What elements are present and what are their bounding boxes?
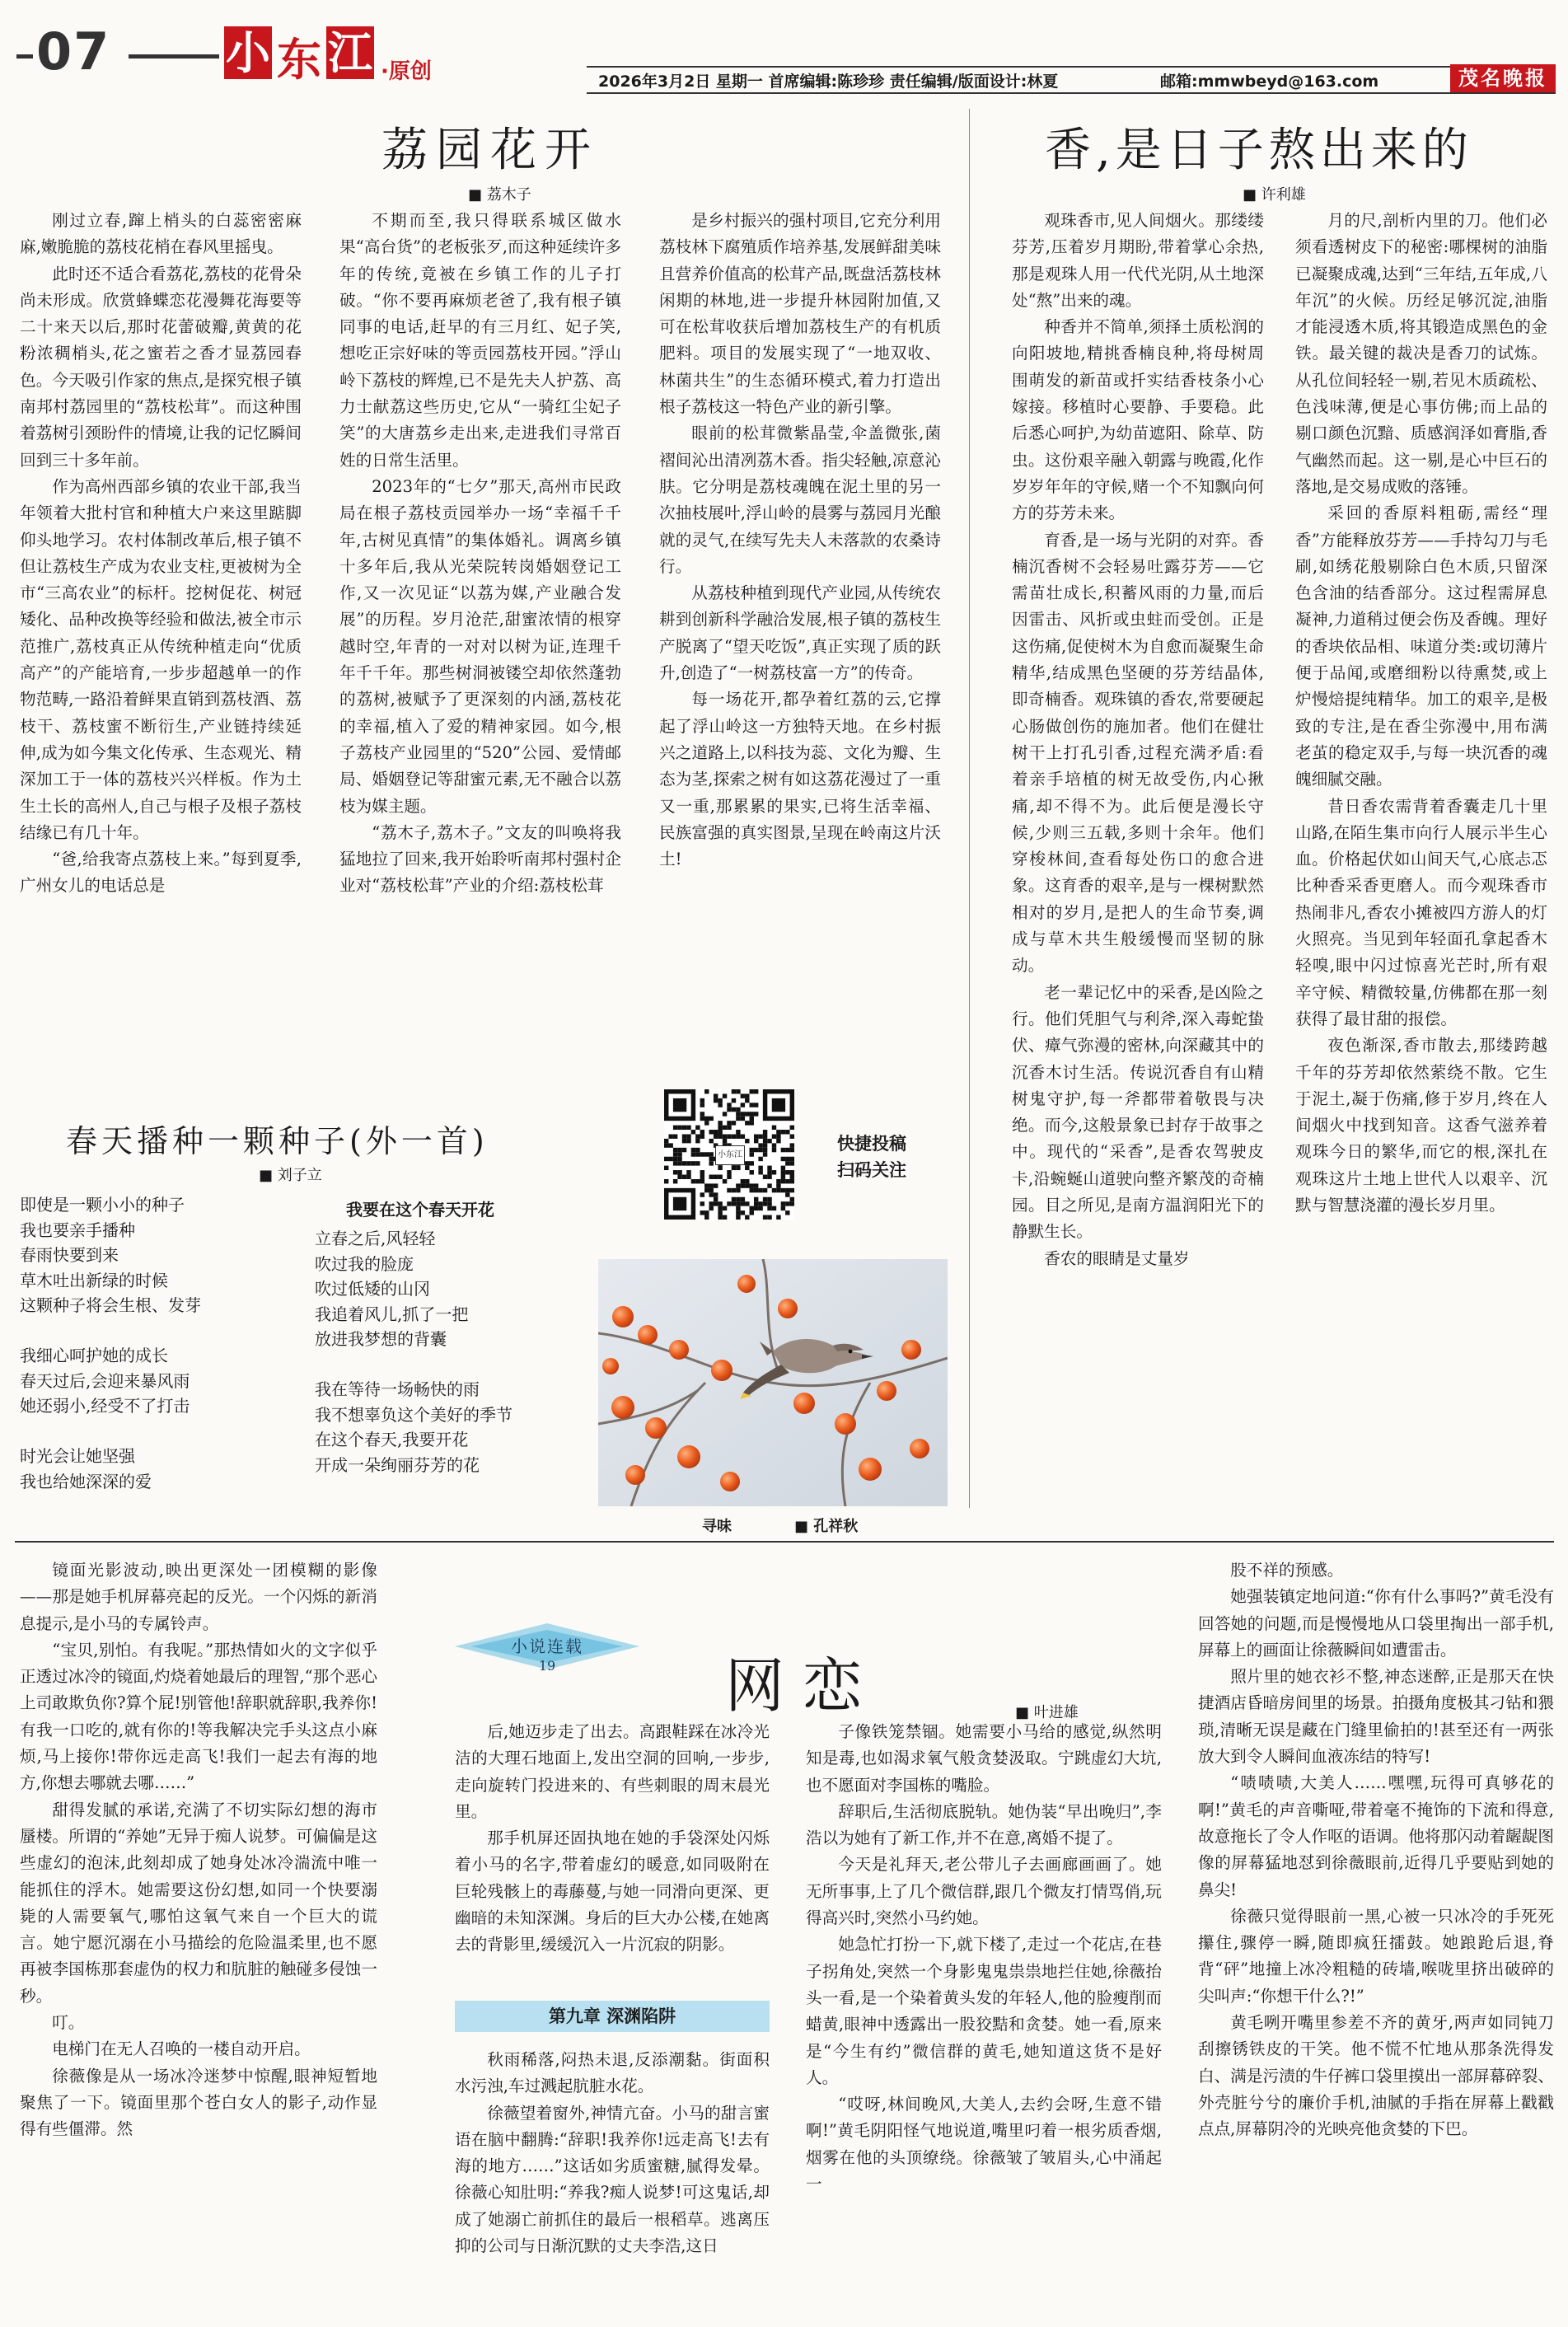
serial-column-3 — [806, 1719, 1162, 2315]
paragraph: 叮。 — [52, 2013, 85, 2033]
serial-title: 网恋 — [725, 1651, 881, 1721]
paragraph: 从荔枝种植到现代产业园,从传统农耕到创新科学融洽发展,根子镇的荔枝生产脱离了“望天吃饭”,真正实现了质的跃升,创造了“一树荔枝富一方”的传奇。 — [659, 583, 941, 683]
poem-line: 我不想辜负这个美好的季节 — [315, 1404, 513, 1425]
poem-line: 春雨快要到来 — [20, 1245, 119, 1265]
serial-column-2b — [455, 2047, 770, 2315]
poem-line: 我也给她深深的爱 — [20, 1471, 152, 1491]
paragraph: 此时还不适合看荔花,荔枝的花骨朵尚未形成。欣赏蜂蝶恋花漫舞花海要等二十来天以后,那时花蕾破瓣,黄黄的花粉浓稠梢头,花之蜜若之香才显荔园春色。今天吸引作家的焦点,是探究根子镇南邦村荔园里的“荔枝松茸”。而这种围着荔树引颈盼件的情境,让我的记忆瞬间回到三十多年前。 — [20, 264, 302, 470]
poem-line — [20, 1318, 201, 1344]
paragraph: 今天是礼拜天,老公带儿子去画廊画画了。她无所事事,上了几个微信群,跟几个微友打情骂俏,玩得高兴时,突然小马约她。 — [806, 1855, 1162, 1928]
paragraph: “哎呀,林间晚风,大美人,去约会呀,生意不错啊!”黄毛阴阳怪气地说道,嘴里叼着一根劣质香烟,烟雾在他的头顶缭绕。徐薇皱了皱眉头,心中涌起一 — [806, 2095, 1162, 2194]
paragraph: 徐薇像是从一场冰冷迷梦中惊醒,眼神短暂地聚焦了一下。镜面里那个苍白女人的影子,动作显得有些僵滞。然 — [20, 2066, 377, 2139]
paragraph: 镜面光影波动,映出更深处一团模糊的影像——那是她手机屏幕亮起的反光。一个闪烁的新消息提示,是小马的专属铃声。 — [20, 1561, 377, 1633]
poem-line — [315, 1352, 513, 1378]
serial-column-4 — [1198, 1557, 1554, 2315]
paragraph: 夜色渐深,香市散去,那缕跨越千年的芬芳却依然萦绕不散。它生于泥土,凝于伤痛,修于岁月,终在人间烟火中找到知音。这香气滋养着观珠今日的繁华,而它的根,深扎在观珠这片土地上世代人以艰辛、沉默与智慧浇灌的漫长岁月里。 — [1295, 1036, 1547, 1215]
section-char-1: 小 — [226, 26, 270, 79]
section-char-3: 江 — [328, 26, 372, 79]
paragraph: 观珠香市,见人间烟火。那缕缕芬芳,压着岁月期盼,带着掌心余热,那是观珠人用一代代光阴,从土地深处“熬”出来的魂。 — [1012, 211, 1264, 310]
section-char-2: 东 — [277, 33, 321, 86]
serial-byline: ■ 叶进雄 — [1015, 1704, 1079, 1721]
poem-byline: ■ 刘子立 — [259, 1167, 322, 1184]
article-column-2 — [339, 208, 621, 1054]
article-title: 荔园花开 — [381, 124, 599, 177]
paragraph: 辞职后,生活彻底脱轨。她伪装“早出晚归”,李浩以为她有了新工作,并不在意,离婚不提了。 — [806, 1801, 1162, 1848]
paragraph: “啧啧啧,大美人……嘿嘿,玩得可真够花的啊!”黄毛的声音嘶哑,带着毫不掩饰的下流和得意,故意拖长了令人作呕的语调。他将那闪动着龌龊图像的屏幕猛地怼到徐薇眼前,近得几乎要贴到她的鼻尖! — [1198, 1773, 1554, 1899]
poem-line: 春天过后,会迎来暴风雨 — [20, 1370, 190, 1391]
serial-column-1 — [20, 1557, 377, 2315]
page-header: 07 小 东 江 ·原创 2026年3月2日 星期一 首席编辑:陈珍珍 责任编辑/版面设计:林夏 邮箱:mmwbeyd@163.com 茂名晚报 — [0, 0, 1568, 92]
paragraph: 照片里的她衣衫不整,神态迷醉,正是那天在快捷酒店昏暗房间里的场景。拍摄角度极其刁钻和猥琐,清晰无误是藏在门缝里偷拍的!甚至还有一两张放大到令人瞬间血液冻结的特写! — [1198, 1667, 1554, 1767]
poem-line: 在这个春天,我要开花 — [315, 1430, 469, 1449]
article-byline: ■ 许利雄 — [1243, 186, 1306, 204]
serial-badge-label: 小说连载 — [511, 1636, 583, 1656]
qr-code[interactable] — [664, 1089, 794, 1220]
poem-line: 放进我梦想的背囊 — [315, 1329, 447, 1349]
chapter-heading — [455, 2001, 770, 2032]
paragraph: 电梯门在无人召唤的一楼自动开启。 — [52, 2039, 311, 2059]
article-title: 香,是日子熬出来的 — [1045, 124, 1473, 177]
section-tag: ·原创 — [381, 59, 432, 84]
poem-line: 吹过低矮的山冈 — [315, 1279, 430, 1299]
paragraph: “宝贝,别怕。有我呢。”那热情如火的文字似乎正透过冰冷的镜面,灼烧着她最后的理智,“那个恶心上司敢欺负你?算个屁!别管他!辞职就辞职,我养你!有我一口吃的,就有你的!等我解决完手头这点小麻烦,马上接你!带你远走高飞!我们一起去有海的地方,你想去哪就去哪……” — [20, 1640, 377, 1793]
paragraph: 徐薇望着窗外,神情亢奋。小马的甜言蜜语在脑中翻腾:“辞职!我养你!远走高飞!去有海的地方……”这话如劣质蜜糖,腻得发晕。徐薇心知肚明:“养我?痴人说梦!可这鬼话,却成了她溺亡前抓住的最后一根稻草。逃离压抑的公司与日渐沉默的丈夫李浩,这日 — [455, 2103, 770, 2256]
header-email: 邮箱:mmwbeyd@163.com — [1160, 73, 1379, 91]
poem-line: 草木吐出新绿的时候 — [20, 1270, 168, 1290]
bird-photo — [598, 1259, 948, 1506]
paragraph: 育香,是一场与光阴的对弈。香楠沉香树不会轻易吐露芬芳——它需苗壮成长,积蓄风雨的力量,而后因雷击、风折或虫蛀而受创。正是这伤痛,促使树木为自愈而凝聚生命精华,结成黑色坚硬的芬芳结晶体,即奇楠香。观珠镇的香农,常要硬起心肠做创伤的施加者。他们在健壮树干上打孔引香,过程充满矛盾:看着亲手培植的树无故受伤,内心揪痛,却不得不为。此后便是漫长守候,少则三五载,多则十余年。他们穿梭林间,查看每处伤口的愈合进象。这育香的艰辛,是与一棵树默然相对的岁月,是把人的生命节奏,调成与草木共生般缓慢而坚韧的脉动。 — [1012, 530, 1264, 976]
bird-on-branch-image — [598, 1259, 948, 1506]
serial-badge-number: 19 — [538, 1658, 556, 1674]
paragraph: 黄毛咧开嘴里参差不齐的黄牙,两声如同钝刀刮擦锈铁皮的干笑。他不慌不忙地从那条洗得发白、满是污渍的牛仔裤口袋里摸出一部屏幕碎裂、外壳脏兮兮的廉价手机,油腻的手指在屏幕上戳戳点点,屏幕阴冷的光映亮他贪婪的下巴。 — [1198, 2013, 1554, 2139]
poem-line: 我也要亲手播种 — [20, 1220, 135, 1240]
serial-column-2 — [455, 1719, 770, 1983]
paragraph: 后,她迈步走了出去。高跟鞋踩在冰冷光洁的大理石地面上,发出空洞的回响,一步步,走向旋转门投进来的、有些刺眼的周末晨光里。 — [455, 1722, 770, 1821]
poem-line: 这颗种子将会生根、发芽 — [20, 1295, 201, 1315]
paragraph: 月的尺,剖析内里的刀。他们必须看透树皮下的秘密:哪棵树的油脂已凝聚成魂,达到“三年结,五年成,八年沉”的火候。历经足够沉淀,油脂才能浸透木质,将其锻造成黑色的金铁。最关键的裁决是香刀的试炼。从孔位间轻轻一剔,若见木质疏松、色浅味薄,便是心事仿佛;而上品的剔口颜色沉黯、质感润泽如膏脂,香气幽然而起。这一剔,是心中巨石的落地,是交易成败的落锤。 — [1295, 211, 1547, 496]
paragraph: 老一辈记忆中的采香,是凶险之行。他们凭胆气与利斧,深入毒蛇蛰伏、瘴气弥漫的密林,向深藏其中的沉香木讨生活。传说沉香自有山精树鬼守护,每一斧都带着敬畏与决绝。而今,这般景象已封存于故事之中。现代的“采香”,是香农驾驶皮卡,沿蜿蜒山道驶向整齐繁茂的奇楠园。目之所见,是南方温润阳光下的静默生长。 — [1012, 982, 1264, 1242]
paragraph: 那手机屏还固执地在她的手袋深处闪烁着小马的名字,带着虚幻的暖意,如同吸附在巨轮残骸上的毒藤蔓,与她一同滑向更深、更幽暗的未知深渊。身后的巨大办公楼,在她离去的背影里,缓缓沉入一片沉寂的阴影。 — [455, 1828, 770, 1955]
article-column-1 — [20, 208, 302, 1054]
paragraph: 不期而至,我只得联系城区做水果“高台货”的老板张歹,而这种延续许多年的传统,竟被在乡镇工作的儿子打破。“你不要再麻烦老爸了,我有根子镇同事的电话,赶早的有三月红、妃子笑,想吃正宗好味的等贡园荔枝开园。”浮山岭下荔枝的辉煌,已不是先夫人护荔、高力士献荔这些历史,它从“一骑红尘妃子笑”的大唐荔乡走出来,走进我们寻常百姓的日常生活里。 — [339, 211, 621, 470]
paragraph: 刚过立春,蹿上梢头的白蕊密密麻麻,嫩脆脆的荔枝花梢在春风里摇曳。 — [20, 211, 302, 257]
poem-line: 我追着风儿,抓了一把 — [315, 1304, 469, 1324]
poem-title: 春天播种一颗种子(外一首) — [66, 1123, 489, 1159]
paragraph: 2023年的“七夕”那天,高州市民政局在根子荔枝贡园举办一场“幸福千千年,古树见真情”的集体婚礼。调离乡镇十多年后,我从光荣院转岗婚姻登记工作,又一次见证“以荔为媒,产业融合发展”的历程。岁月沧茫,甜蜜浓情的根穿越时空,年青的一对对以树为证,连理千年千千年。那些树洞被镂空却依然蓬勃的荔树,被赋予了更深刻的内涵,荔枝花的幸福,植入了爱的精神家园。如今,根子荔枝产业园里的“520”公园、爱情邮局、婚姻登记等甜蜜元素,无不融合以荔枝为媒主题。 — [339, 476, 621, 816]
qr-caption-line-1: 快捷投稿 — [837, 1134, 906, 1154]
paragraph: 昔日香农需背着香囊走几十里山路,在陌生集市向行人展示半生心血。价格起伏如山间天气,心底忐忑比种香采香更磨人。而今观珠香市热闹非凡,香农小摊被四方游人的灯火照亮。当见到年轻面孔拿起香木轻嗅,眼中闪过惊喜光芒时,所有艰辛守候、精微较量,仿佛都在那一刻获得了最甘甜的报偿。 — [1295, 796, 1547, 1028]
paragraph: 是乡村振兴的强村项目,它充分利用荔枝林下腐殖质作培养基,发展鲜甜美味且营养价值高的松茸产品,既盘活荔枝林闲期的林地,进一步提升林园附加值,又可在松茸收获后增加荔枝生产的有机质肥料。项目的发展实现了“一地双收、林菌共生”的生态循环模式,着力打造出根子荔枝这一特色产业的新引擎。 — [659, 211, 941, 417]
newspaper-logo: 茂名晚报 — [1450, 64, 1556, 92]
serial-badge — [455, 1622, 639, 1684]
paragraph: “荔木子,荔木子。”文友的叫唤将我猛地拉了回来,我开始聆听南邦村强村企业对“荔枝松茸”产业的介绍:荔枝松茸 — [339, 822, 621, 896]
poem-line: 即使是一颗小小的种子 — [20, 1195, 185, 1215]
poem-line: 立春之后,风轻轻 — [315, 1229, 436, 1248]
article-byline: ■ 荔木子 — [468, 186, 531, 204]
chapter-heading-label: 第九章 深渊陷阱 — [548, 2006, 676, 2026]
paragraph: 每一场花开,都孕着红荔的云,它撑起了浮山岭这一方独特天地。在乡村振兴之道路上,以科技为蕊、文化为瓣、生态为茎,探索之树有如这荔花漫过了一重又一重,那累累的果实,已将生活幸福、民族富强的真实图景,呈现在岭南这片沃土! — [659, 690, 941, 869]
header-dash — [129, 54, 219, 59]
article-column-1 — [1012, 208, 1264, 1536]
paragraph: 香农的眼睛是丈量岁 — [1044, 1248, 1190, 1268]
paragraph: 子像铁笼禁锢。她需要小马给的感觉,纵然明知是毒,也如渴求氧气般贪婪汲取。宁跳虚幻大坑,也不愿面对李国栋的嘴脸。 — [806, 1722, 1162, 1795]
poem-line: 吹过我的脸庞 — [315, 1253, 414, 1274]
poem-line: 时光会让她坚强 — [20, 1446, 135, 1466]
poem-line: 她还弱小,经受不了打击 — [20, 1396, 190, 1416]
paragraph: 种香并不简单,须择土质松润的向阳坡地,精挑香楠良种,将母树周围萌发的新苗或扦实结香枝条小心嫁接。移植时心要静、手要稳。此后悉心呵护,为幼苗遮阳、除草、防虫。这份艰辛融入朝露与晚霞,化作岁岁年年的守候,赌一个不知飘向何方的芬芳未来。 — [1012, 317, 1264, 523]
paragraph: 徐薇只觉得眼前一黑,心被一只冰冷的手死死攥住,骤停一瞬,随即疯狂擂鼓。她踉跄后退,脊背“砰”地撞上冰冷粗糙的砖墙,喉咙里挤出破碎的尖叫声:“你想干什么?!” — [1198, 1906, 1554, 2006]
paragraph: 她急忙打扮一下,就下楼了,走过一个花店,在巷子拐角处,突然一个身影鬼鬼祟祟地拦住她,徐薇抬头一看,是一个染着黄头发的年轻人,他的脸瘦削而蜡黄,眼神中透露出一股狡黠和贪婪。她一看,原来是“今生有约”微信群的黄毛,她知道这货不是好人。 — [806, 1935, 1162, 2087]
article-column-2 — [1295, 208, 1547, 1536]
section-divider — [15, 1541, 1554, 1543]
photo-caption-title: 寻味 — [702, 1518, 732, 1535]
paragraph: 甜得发腻的承诺,充满了不切实际幻想的海市蜃楼。所谓的“养她”无异于痴人说梦。可偏偏是这些虚幻的泡沫,此刻却成了她身处冰冷湍流中唯一能抓住的浮木。她需要这份幻想,如同一个快要溺毙的人需要氧气,哪怕这氧气来自一个巨大的谎言。她宁愿沉溺在小马描绘的危险温柔里,也不愿再被李国栋那套虚伪的权力和肮脏的触碰多侵蚀一秒。 — [20, 1800, 377, 2006]
header-info: 2026年3月2日 星期一 首席编辑:陈珍珍 责任编辑/版面设计:林夏 — [598, 73, 1059, 91]
poem-subtitle: 我要在这个春天开花 — [346, 1200, 494, 1220]
paragraph: 她强装镇定地问道:“你有什么事吗?”黄毛没有回答她的问题,而是慢慢地从口袋里掏出一部手机,屏幕上的画面让徐薇瞬间如遭雷击。 — [1198, 1587, 1554, 1660]
paragraph: 秋雨稀落,闷热未退,反添潮黏。街面积水污浊,车过溅起肮脏水花。 — [455, 2050, 770, 2096]
qr-center-label: 小东江 — [715, 1145, 745, 1165]
header-info-bar — [587, 66, 1556, 94]
poem-line — [20, 1419, 201, 1444]
poem-stanzas — [20, 1192, 201, 1494]
section-name — [224, 26, 374, 86]
paragraph: 采回的香原料粗砺,需经“理香”方能释放芬芳——手持勾刀与毛刷,如绣花般剔除白色木质,只留深色含油的结香部分。这过程需屏息凝神,力道稍过便会伤及香魄。理好的香块依品相、味道分类:或切薄片便于品闻,或磨细粉以待熏焚,或上炉慢焙提纯精华。加工的艰辛,是极致的专注,是在香尘弥漫中,用布满老茧的稳定双手,与每一块沉香的魂魄细腻交融。 — [1295, 503, 1547, 789]
paragraph: 眼前的松茸微紫晶莹,伞盖微张,菌褶间沁出清冽荔木香。指尖轻触,凉意沁肤。它分明是荔枝魂魄在泥土里的另一次抽枝展叶,浮山岭的晨雾与荔园月光酿就的灵气,在续写先夫人未落款的农桑诗行。 — [659, 424, 941, 576]
poem-stanzas-2 — [315, 1226, 513, 1477]
poem-line: 我细心呵护她的成长 — [20, 1346, 168, 1365]
qr-caption-line-2: 扫码关注 — [837, 1160, 906, 1180]
poem-line: 我在等待一场畅快的雨 — [315, 1379, 480, 1399]
photo-caption-author: ■ 孔祥秋 — [794, 1518, 859, 1535]
article-column-3 — [659, 208, 941, 1054]
paragraph: 股不祥的预感。 — [1230, 1561, 1344, 1580]
qr-caption — [837, 1131, 906, 1183]
column-divider — [969, 109, 970, 1508]
paragraph: 作为高州西部乡镇的农业干部,我当年领着大批村官和种植大户来这里踮脚仰头地学习。农村体制改革后,根子镇不但让荔枝生产成为农业支柱,更被树为全市“三高农业”的标杆。挖树促花、树冠矮化、品种改换等经验和做法,被全市示范推广,荔枝真正从传统种植走向“优质高产”的产能培育,一步步超越单一的作物范畴,一路沿着鲜果直销到荔枝酒、荔枝干、荔枝蜜不断衍生,产业链持续延伸,成为如今集文化传承、生态观光、精深加工于一体的荔枝兴兴样板。作为土生土长的高州人,自己与根子及根子荔枝结缘已有几十年。 — [20, 476, 302, 842]
paragraph: “爸,给我寄点荔枝上来。”每到夏季,广州女儿的电话总是 — [20, 850, 302, 896]
poem-line: 开成一朵绚丽芬芳的花 — [315, 1454, 480, 1475]
